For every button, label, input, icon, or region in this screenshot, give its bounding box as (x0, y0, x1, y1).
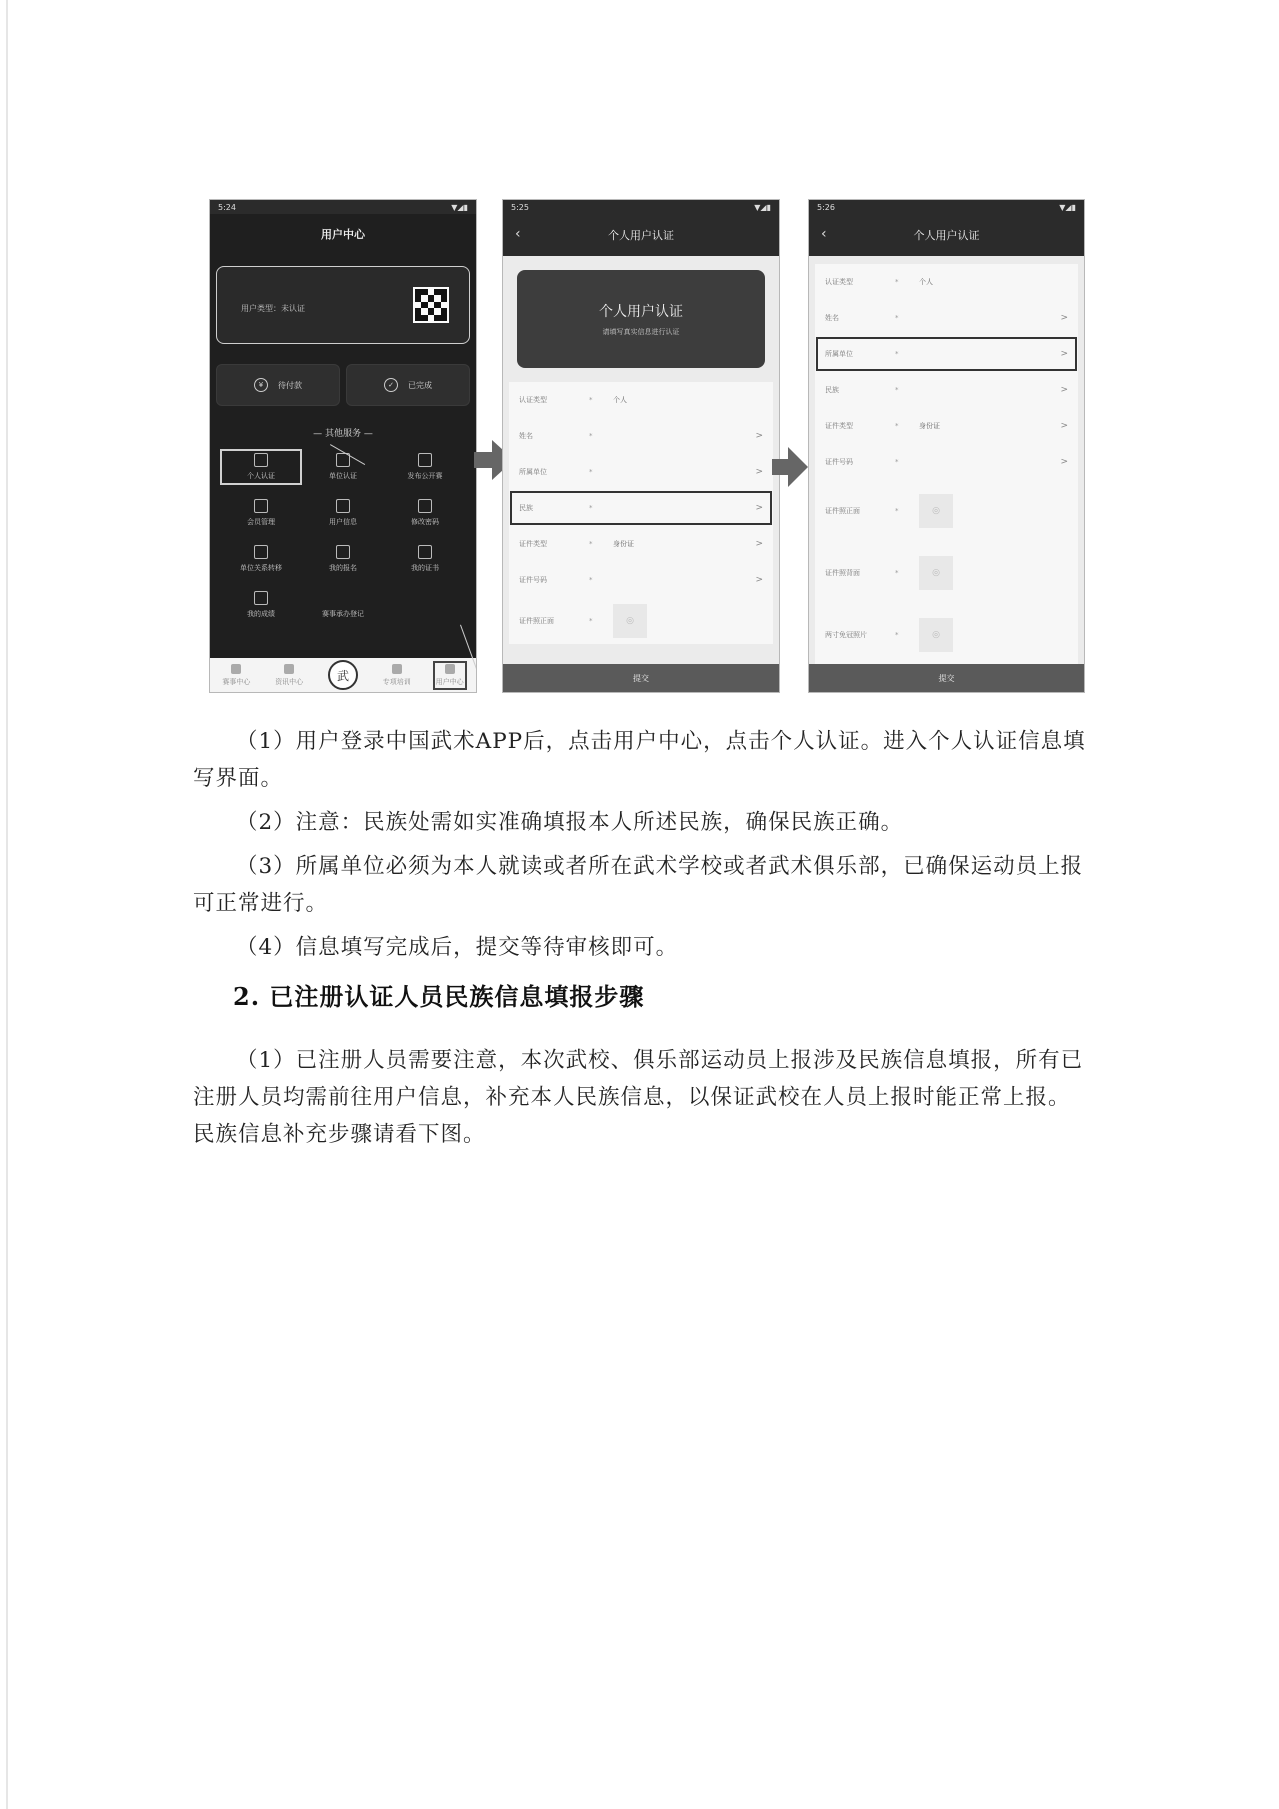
location-icon (254, 499, 268, 513)
row-label: 认证类型 (825, 278, 853, 286)
service-user-info[interactable] (302, 495, 384, 531)
form-row-id-number[interactable] (509, 562, 773, 598)
clipboard-icon (336, 545, 350, 559)
camera-icon[interactable]: ◎ (919, 494, 953, 528)
form-row-id-front[interactable] (509, 598, 773, 644)
chevron-right-icon: > (1060, 349, 1068, 359)
form-row-unit[interactable] (815, 336, 1078, 372)
section-heading: 2. 已注册认证人员民族信息填报步骤 (233, 982, 645, 1011)
row-value: 身份证 (613, 540, 634, 548)
required-mark: * (589, 576, 593, 584)
status-icons: ▼◢▮ (754, 202, 771, 212)
service-signup[interactable] (302, 541, 384, 577)
required-mark: * (895, 278, 899, 286)
required-mark: * (589, 617, 593, 625)
completed-button[interactable] (346, 364, 470, 406)
user-type-label: 用户类型：未认证 (241, 304, 305, 313)
required-mark: * (895, 350, 899, 358)
service-label: 单位认证 (329, 472, 357, 480)
row-label: 民族 (519, 504, 533, 512)
service-label: 个人认证 (247, 472, 275, 480)
service-personal-auth[interactable] (220, 449, 302, 485)
services-grid (220, 449, 466, 623)
screenshot-user-center (209, 199, 477, 693)
instruction-step-2: （2）注意：民族处需如实准确填报本人所述民族，确保民族正确。 (236, 810, 904, 835)
service-label: 我的证书 (411, 564, 439, 572)
tab-news[interactable] (275, 664, 303, 687)
row-label: 姓名 (519, 432, 533, 440)
submit-button[interactable]: 提交 (809, 664, 1084, 692)
tab-events[interactable] (222, 664, 250, 687)
screenshot-personal-auth-form-scrolled (808, 199, 1085, 693)
required-mark: * (895, 569, 899, 577)
service-label: 用户信息 (329, 518, 357, 526)
status-icons: ▼◢▮ (1059, 202, 1076, 212)
service-label: 单位关系转移 (240, 564, 282, 572)
news-icon (284, 664, 294, 674)
page-title: 用户中心 (321, 228, 365, 241)
chevron-right-icon: > (755, 539, 763, 549)
person-icon (254, 453, 268, 467)
lock-icon (418, 499, 432, 513)
auth-banner (517, 270, 765, 368)
required-mark: * (895, 386, 899, 394)
row-label: 证件号码 (519, 576, 547, 584)
service-password[interactable] (384, 495, 466, 531)
service-label: 我的成绩 (247, 610, 275, 618)
forbid-icon (418, 453, 432, 467)
back-icon[interactable]: ‹ (515, 226, 521, 242)
tab-label: 资讯中心 (275, 677, 304, 686)
required-mark: * (589, 468, 593, 476)
form-row-unit[interactable] (509, 454, 773, 490)
row-label: 证件类型 (825, 422, 853, 430)
instruction-step-1: （1）用户登录中国武术APP后，点击用户中心，点击个人认证。进入个人认证信息填写界面。 (193, 729, 1086, 791)
form-row-photo[interactable] (815, 604, 1078, 666)
certificate-icon (418, 545, 432, 559)
required-mark: * (589, 504, 593, 512)
row-value: 身份证 (919, 422, 940, 430)
chevron-right-icon: > (755, 431, 763, 441)
camera-icon[interactable]: ◎ (919, 618, 953, 652)
tab-user-center[interactable] (436, 664, 464, 687)
user-card[interactable] (216, 266, 470, 344)
row-label: 所属单位 (825, 350, 853, 358)
row-value: 个人 (919, 278, 933, 286)
training-icon (392, 664, 402, 674)
service-unit-auth[interactable] (302, 449, 384, 485)
camera-icon[interactable]: ◎ (613, 604, 647, 638)
step-arrow-head (788, 447, 808, 487)
chevron-right-icon: > (755, 503, 763, 513)
instruction-registered-step-1: （1）已注册人员需要注意，本次武校、俱乐部运动员上报涉及民族信息填报，所有已注册人员均需前往用户信息，补充本人民族信息，以保证武校在人员上报时能正常上报。民族信息补充步骤请看下图。 (193, 1048, 1084, 1147)
service-label: 发布公开赛 (407, 472, 443, 480)
banner-subtitle: 请填写真实信息进行认证 (602, 328, 680, 336)
service-label: 赛事承办登记 (322, 610, 364, 618)
row-label: 证件照正面 (519, 617, 554, 625)
status-time: 5:25 (511, 202, 529, 212)
auth-form (509, 382, 773, 644)
service-certificate[interactable] (384, 541, 466, 577)
chevron-right-icon: > (1060, 421, 1068, 431)
nav-bar (809, 214, 1084, 256)
required-mark: * (589, 432, 593, 440)
money-icon: ¥ (254, 378, 268, 392)
banner-title: 个人用户认证 (599, 304, 683, 320)
service-scores[interactable] (220, 587, 302, 623)
required-mark: * (895, 631, 899, 639)
page-edge (6, 0, 8, 1809)
tab-training[interactable] (383, 664, 411, 687)
service-transfer[interactable] (220, 541, 302, 577)
row-label: 所属单位 (519, 468, 547, 476)
nav-title: 个人用户认证 (608, 229, 674, 242)
status-bar (503, 200, 779, 214)
status-icons: ▼◢▮ (451, 202, 468, 212)
row-label: 两寸免冠照片 (825, 631, 867, 639)
form-row-id-number[interactable] (815, 444, 1078, 480)
chevron-right-icon: > (1060, 385, 1068, 395)
service-publish-open[interactable] (384, 449, 466, 485)
tab-home[interactable] (328, 660, 358, 690)
form-row-id-front[interactable] (815, 480, 1078, 542)
required-mark: * (895, 507, 899, 515)
chevron-right-icon: > (755, 575, 763, 585)
completed-label: 已完成 (408, 380, 432, 390)
service-label: 我的报名 (329, 564, 357, 572)
row-label: 认证类型 (519, 396, 547, 404)
instruction-block-1 (193, 723, 1086, 966)
pending-payment-label: 待付款 (278, 380, 302, 390)
required-mark: * (895, 422, 899, 430)
trophy-icon (231, 664, 241, 674)
document-icon (254, 545, 268, 559)
chevron-right-icon: > (1060, 457, 1068, 467)
row-label: 证件照背面 (825, 569, 860, 577)
status-bar (210, 200, 476, 214)
form-row-auth-type[interactable] (509, 382, 773, 418)
form-row-id-back[interactable] (815, 542, 1078, 604)
form-row-name[interactable] (509, 418, 773, 454)
services-title: — 其他服务 — (313, 429, 373, 439)
check-icon: ✓ (384, 378, 398, 392)
required-mark: * (895, 314, 899, 322)
nav-title: 个人用户认证 (913, 229, 980, 242)
tab-label: 赛事中心 (222, 677, 251, 686)
row-label: 证件类型 (519, 540, 547, 548)
form-row-id-type[interactable] (815, 408, 1078, 444)
form-row-name[interactable] (815, 300, 1078, 336)
form-row-id-type[interactable] (509, 526, 773, 562)
row-label: 民族 (825, 386, 839, 394)
tab-label: 用户中心 (435, 677, 464, 686)
row-label: 证件号码 (825, 458, 853, 466)
form-row-auth-type[interactable] (815, 264, 1078, 300)
camera-icon[interactable]: ◎ (919, 556, 953, 590)
chevron-right-icon: > (755, 467, 763, 477)
tab-label: 专项培训 (382, 677, 411, 686)
user-icon (336, 499, 350, 513)
chart-icon (254, 591, 268, 605)
pending-payment-button[interactable] (216, 364, 340, 406)
instruction-step-4: （4）信息填写完成后，提交等待审核即可。 (236, 935, 679, 960)
tab-bar (210, 658, 476, 692)
wushu-logo-icon: 武 (328, 660, 358, 690)
instruction-step-3: （3）所属单位必须为本人就读或者所在武术学校或者武术俱乐部，已确保运动员上报可正常进行。 (193, 854, 1084, 916)
nav-bar (503, 214, 779, 256)
form-row-ethnicity[interactable] (815, 372, 1078, 408)
submit-button[interactable]: 提交 (503, 664, 779, 692)
status-time: 5:24 (218, 202, 236, 212)
auth-form (815, 264, 1078, 666)
back-icon[interactable]: ‹ (821, 226, 827, 242)
status-bar (809, 200, 1084, 214)
status-time: 5:26 (817, 202, 835, 212)
service-host-register[interactable] (302, 587, 384, 623)
chevron-right-icon: > (1060, 313, 1068, 323)
service-member[interactable] (220, 495, 302, 531)
service-label: 修改密码 (411, 518, 439, 526)
row-label: 姓名 (825, 314, 839, 322)
step-arrow (474, 452, 494, 468)
screenshot-personal-auth-form (502, 199, 780, 693)
user-center-icon (445, 664, 455, 674)
required-mark: * (589, 396, 593, 404)
row-label: 证件照正面 (825, 507, 860, 515)
instruction-block-2 (193, 1042, 1086, 1153)
service-label: 会员管理 (247, 518, 275, 526)
qr-code-icon[interactable] (413, 287, 449, 323)
required-mark: * (895, 458, 899, 466)
row-value: 个人 (613, 396, 627, 404)
form-row-ethnicity[interactable] (509, 490, 773, 526)
required-mark: * (589, 540, 593, 548)
